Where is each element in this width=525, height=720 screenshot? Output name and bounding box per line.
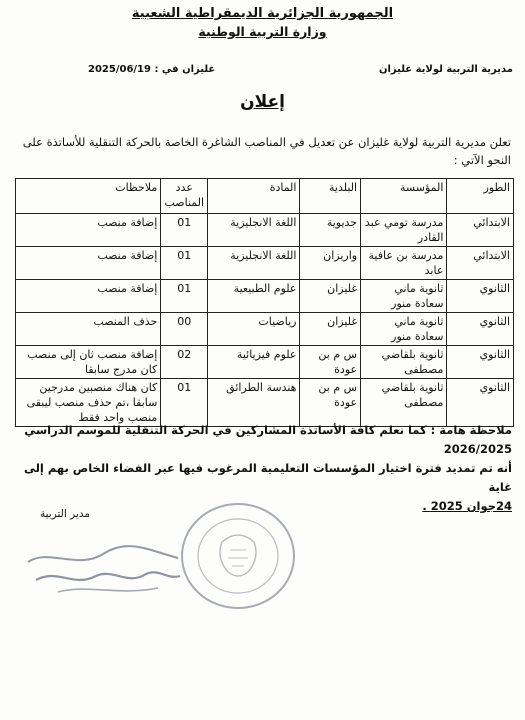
cell-municipality: س م بن عودة: [300, 379, 361, 427]
cell-subject: علوم الطبيعية: [208, 280, 300, 313]
cell-municipality: جديوية: [300, 214, 361, 247]
signature-icon: [18, 540, 188, 600]
cell-count: 02: [161, 346, 208, 379]
official-stamp-icon: [178, 500, 298, 612]
cell-tour: الابتدائي: [447, 247, 514, 280]
cell-count: 01: [161, 214, 208, 247]
cell-institution: مدرسة تومي عبد القادر: [361, 214, 447, 247]
cell-institution: ثانوية بلقاضي مصطفى: [361, 379, 447, 427]
table-row: [16, 379, 514, 427]
header-tour: الطور: [447, 179, 514, 214]
table-row: [16, 214, 514, 247]
cell-municipality: غليزان: [300, 280, 361, 313]
cell-count: 01: [161, 247, 208, 280]
document-title: إعلان: [240, 92, 285, 112]
cell-notes: إضافة منصب: [16, 214, 161, 247]
signer-title: مدير التربية: [40, 508, 90, 520]
cell-count: 01: [161, 280, 208, 313]
table-row: [16, 247, 514, 280]
table-header-row: [16, 179, 514, 214]
cell-institution: ثانوية ماني سعادة منور: [361, 280, 447, 313]
header-notes: ملاحظات: [16, 179, 161, 214]
cell-subject: اللغة الانجليزية: [208, 214, 300, 247]
note-line-2: أنه تم تمديد فترة اختيار المؤسسات التعليمية المرغوب فيها عبر الفضاء الخاص بهم إلى غاية: [23, 461, 512, 494]
cell-count: 00: [161, 313, 208, 346]
cell-notes: إضافة منصب: [16, 280, 161, 313]
cell-subject: علوم فيزيائية: [208, 346, 300, 379]
cell-tour: الابتدائي: [447, 214, 514, 247]
cell-notes: كان هناك منصبين مدرجين سابقا ،تم حذف منصب ليبقى منصب واحد فقط: [16, 379, 161, 427]
cell-municipality: واريزان: [300, 247, 361, 280]
cell-notes: إضافة منصب ثان إلى منصب كان مدرج سابقا: [16, 346, 161, 379]
header-count: عدد المناصب: [161, 179, 208, 214]
cell-notes: إضافة منصب: [16, 247, 161, 280]
positions-table: [15, 178, 514, 427]
cell-institution: ثانوية بلقاضي مصطفى: [361, 346, 447, 379]
table-row: [16, 280, 514, 313]
document-date: غليزان في : 2025/06/19: [88, 64, 216, 75]
table-row: [16, 313, 514, 346]
cell-notes: حذف المنصب: [16, 313, 161, 346]
cell-institution: مدرسة بن عافية عابد: [361, 247, 447, 280]
ministry-header: وزارة التربية الوطنية: [198, 24, 327, 39]
department-name: مديرية التربية لولاية غليزان: [378, 64, 513, 75]
cell-municipality: س م بن عودة: [300, 346, 361, 379]
cell-institution: ثانوية ماني سعادة منور: [361, 313, 447, 346]
cell-tour: الثانوي: [447, 346, 514, 379]
header-institution: المؤسسة: [361, 179, 447, 214]
cell-tour: الثانوي: [447, 280, 514, 313]
cell-tour: الثانوي: [447, 379, 514, 427]
note-line-3: 24جوان 2025 .: [422, 499, 512, 513]
header-subject: المادة: [208, 179, 300, 214]
republic-header: الجمهورية الجزائرية الديمقراطية الشعبية: [131, 6, 394, 21]
cell-count: 01: [161, 379, 208, 427]
table-row: [16, 346, 514, 379]
note-line-1: ملاحظة هامة : كما نعلم كافة الأساتذة المشاركين في الحركة التنقلية للموسم الدراسي 2026/2025: [24, 423, 512, 456]
cell-subject: هندسة الطرائق: [208, 379, 300, 427]
cell-subject: رياضيات: [208, 313, 300, 346]
intro-paragraph: تعلن مديرية التربية لولاية غليزان عن تعديل في المناصب الشاغرة الخاصة بالحركة التنقلية للأساتذة على النحو الآتي :: [22, 135, 511, 167]
header-municipality: البلدية: [300, 179, 361, 214]
cell-municipality: غليزان: [300, 313, 361, 346]
cell-tour: الثانوي: [447, 313, 514, 346]
cell-subject: اللغة الانجليزية: [208, 247, 300, 280]
